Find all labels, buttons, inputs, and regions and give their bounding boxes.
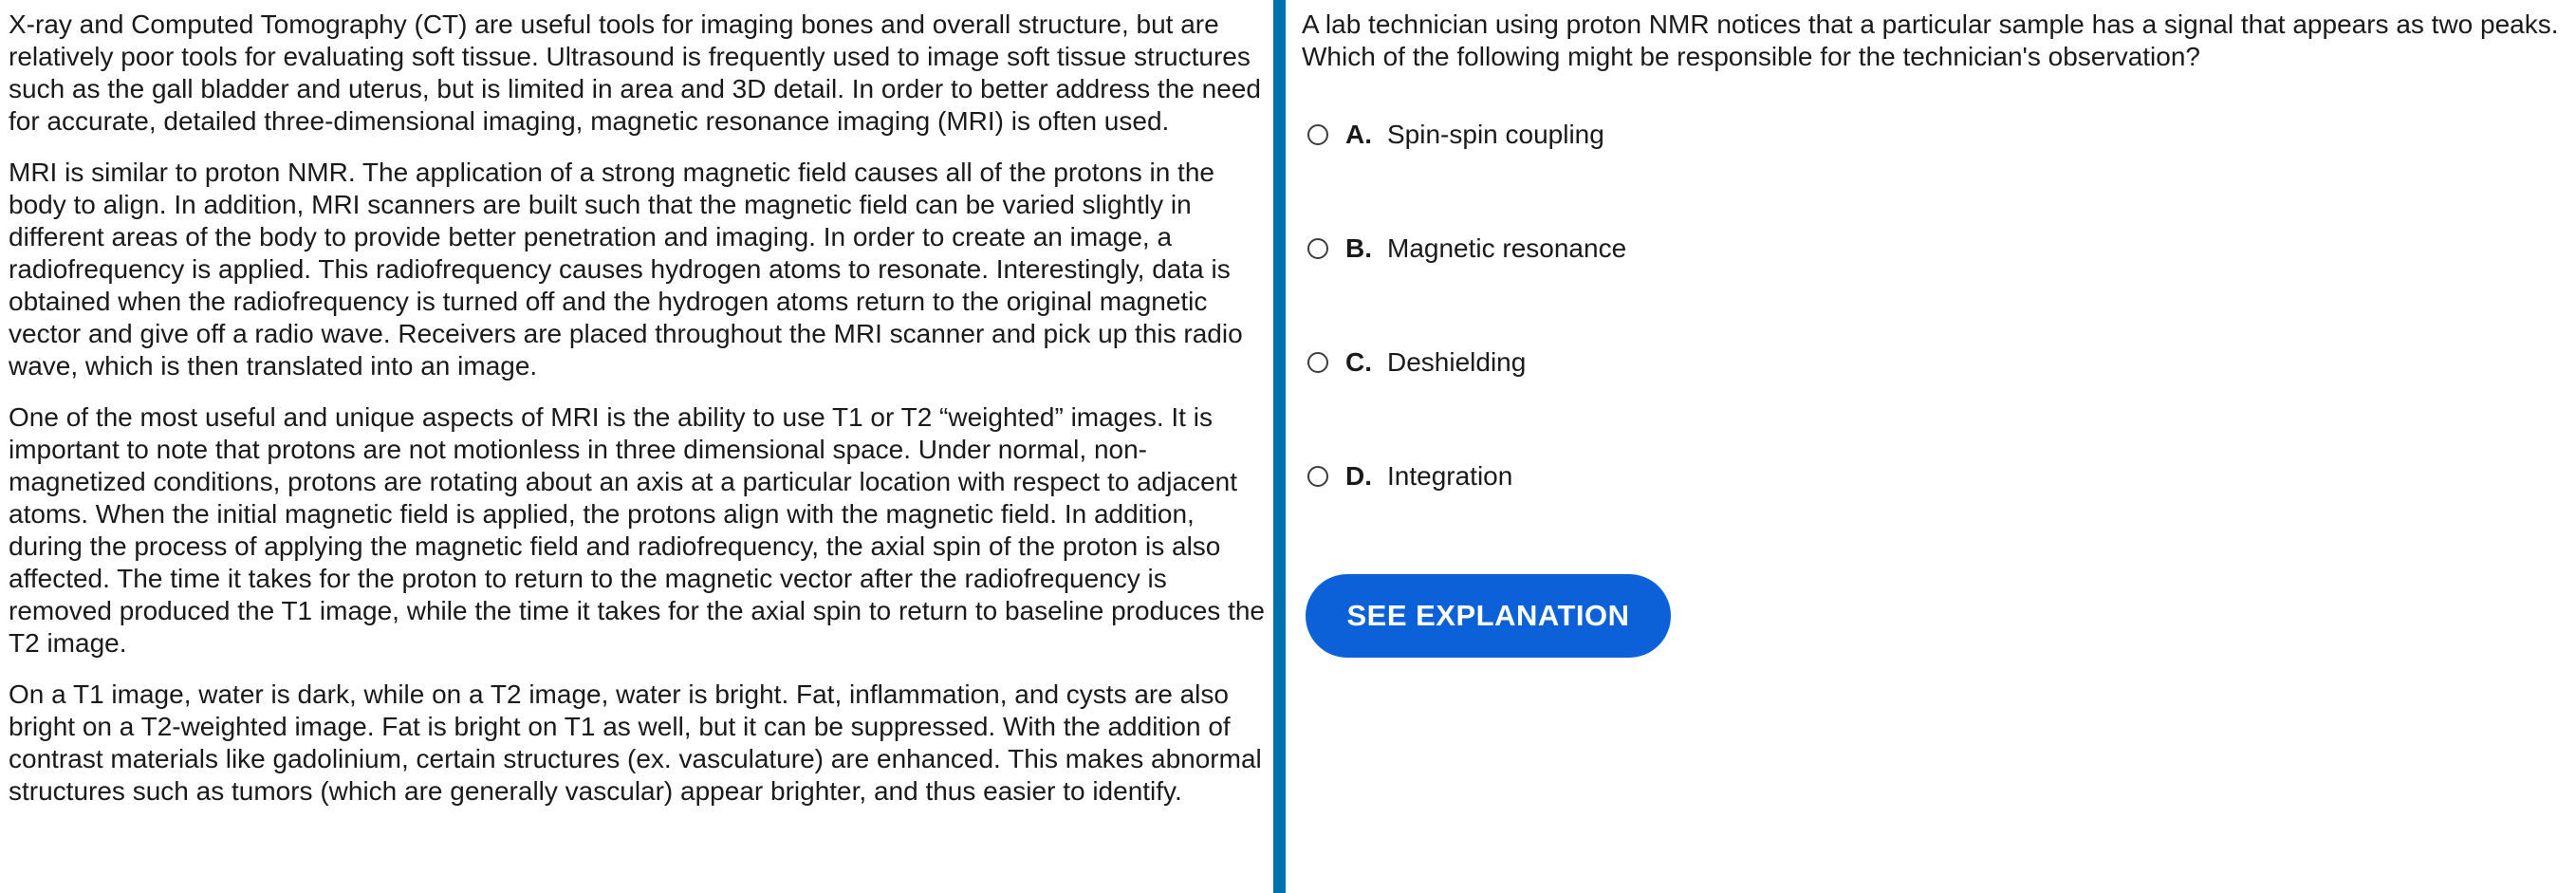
- panel-divider: [1273, 0, 1286, 893]
- radio-button-d[interactable]: [1307, 466, 1328, 487]
- option-letter: B.: [1345, 233, 1372, 263]
- radio-button-b[interactable]: [1307, 238, 1328, 259]
- option-label: Integration: [1387, 461, 1513, 491]
- passage-panel: [0, 0, 1273, 893]
- option-label: Magnetic resonance: [1387, 233, 1627, 263]
- passage-paragraph-3: One of the most useful and unique aspects of MRI is the ability to use T1 or T2 “weighted” images. It is important to note that protons are not motionless in three dimensional space. Under normal, non-magnetized conditions, protons are rotating about an axis at a particular location with respect to adjacent atoms. When the initial magnetic field is applied, the protons align with the magnetic field. In addition, during the process of applying the magnetic field and radiofrequency, the axial spin of the proton is also affected. The time it takes for the proton to return to the magnetic vector after the radiofrequency is removed produced the T1 image, while the time it takes for the axial spin to return to baseline produces the T2 image.: [9, 402, 1265, 658]
- passage-paragraph-2: MRI is similar to proton NMR. The application of a strong magnetic field causes all of the protons in the body to align. In addition, MRI scanners are built such that the magnetic field can be varied slightly in different areas of the body to provide better penetration and imaging. In order to create an image, a radiofrequency is applied. This radiofrequency causes hydrogen atoms to resonate. Interestingly, data is obtained when the radiofrequency is turned off and the hydrogen atoms return to the original magnetic vector and give off a radio wave. Receivers are placed throughout the MRI scanner and pick up this radio wave, which is then translated into an image.: [9, 158, 1243, 381]
- answer-option-a[interactable]: [1302, 119, 1604, 151]
- question-text: A lab technician using proton NMR notices that a particular sample has a signal that appears as two peaks. Which of the following might be responsible for the technician's observation?: [1302, 9, 2559, 71]
- option-letter: D.: [1345, 461, 1372, 491]
- option-label: Spin-spin coupling: [1387, 120, 1604, 149]
- answer-option-b[interactable]: [1302, 233, 1626, 265]
- answer-option-c[interactable]: [1302, 346, 1526, 379]
- answer-option-d[interactable]: [1302, 460, 1512, 493]
- radio-button-a[interactable]: [1307, 124, 1328, 145]
- option-label: Deshielding: [1387, 347, 1527, 377]
- option-letter: A.: [1345, 120, 1372, 149]
- question-panel: [1286, 0, 2576, 893]
- see-explanation-button[interactable]: SEE EXPLANATION: [1306, 574, 1671, 658]
- passage-paragraph-1: X-ray and Computed Tomography (CT) are useful tools for imaging bones and overall structure, but are relatively poor tools for evaluating soft tissue. Ultrasound is frequently used to image soft tissue structures such as the gall bladder and uterus, but is limited in area and 3D detail. In order to better address the need for accurate, detailed three-dimensional imaging, magnetic resonance imaging (MRI) is often used.: [9, 9, 1261, 136]
- radio-button-c[interactable]: [1307, 352, 1328, 373]
- passage-paragraph-4: On a T1 image, water is dark, while on a T2 image, water is bright. Fat, inflammation, and cysts are also bright on a T2-weighted image. Fat is bright on T1 as well, but it can be suppressed. With the addition of contrast materials like gadolinium, certain structures (ex. vasculature) are enhanced. This makes abnormal structures such as tumors (which are generally vascular) appear brighter, and thus easier to identify.: [9, 679, 1262, 806]
- option-letter: C.: [1345, 347, 1372, 377]
